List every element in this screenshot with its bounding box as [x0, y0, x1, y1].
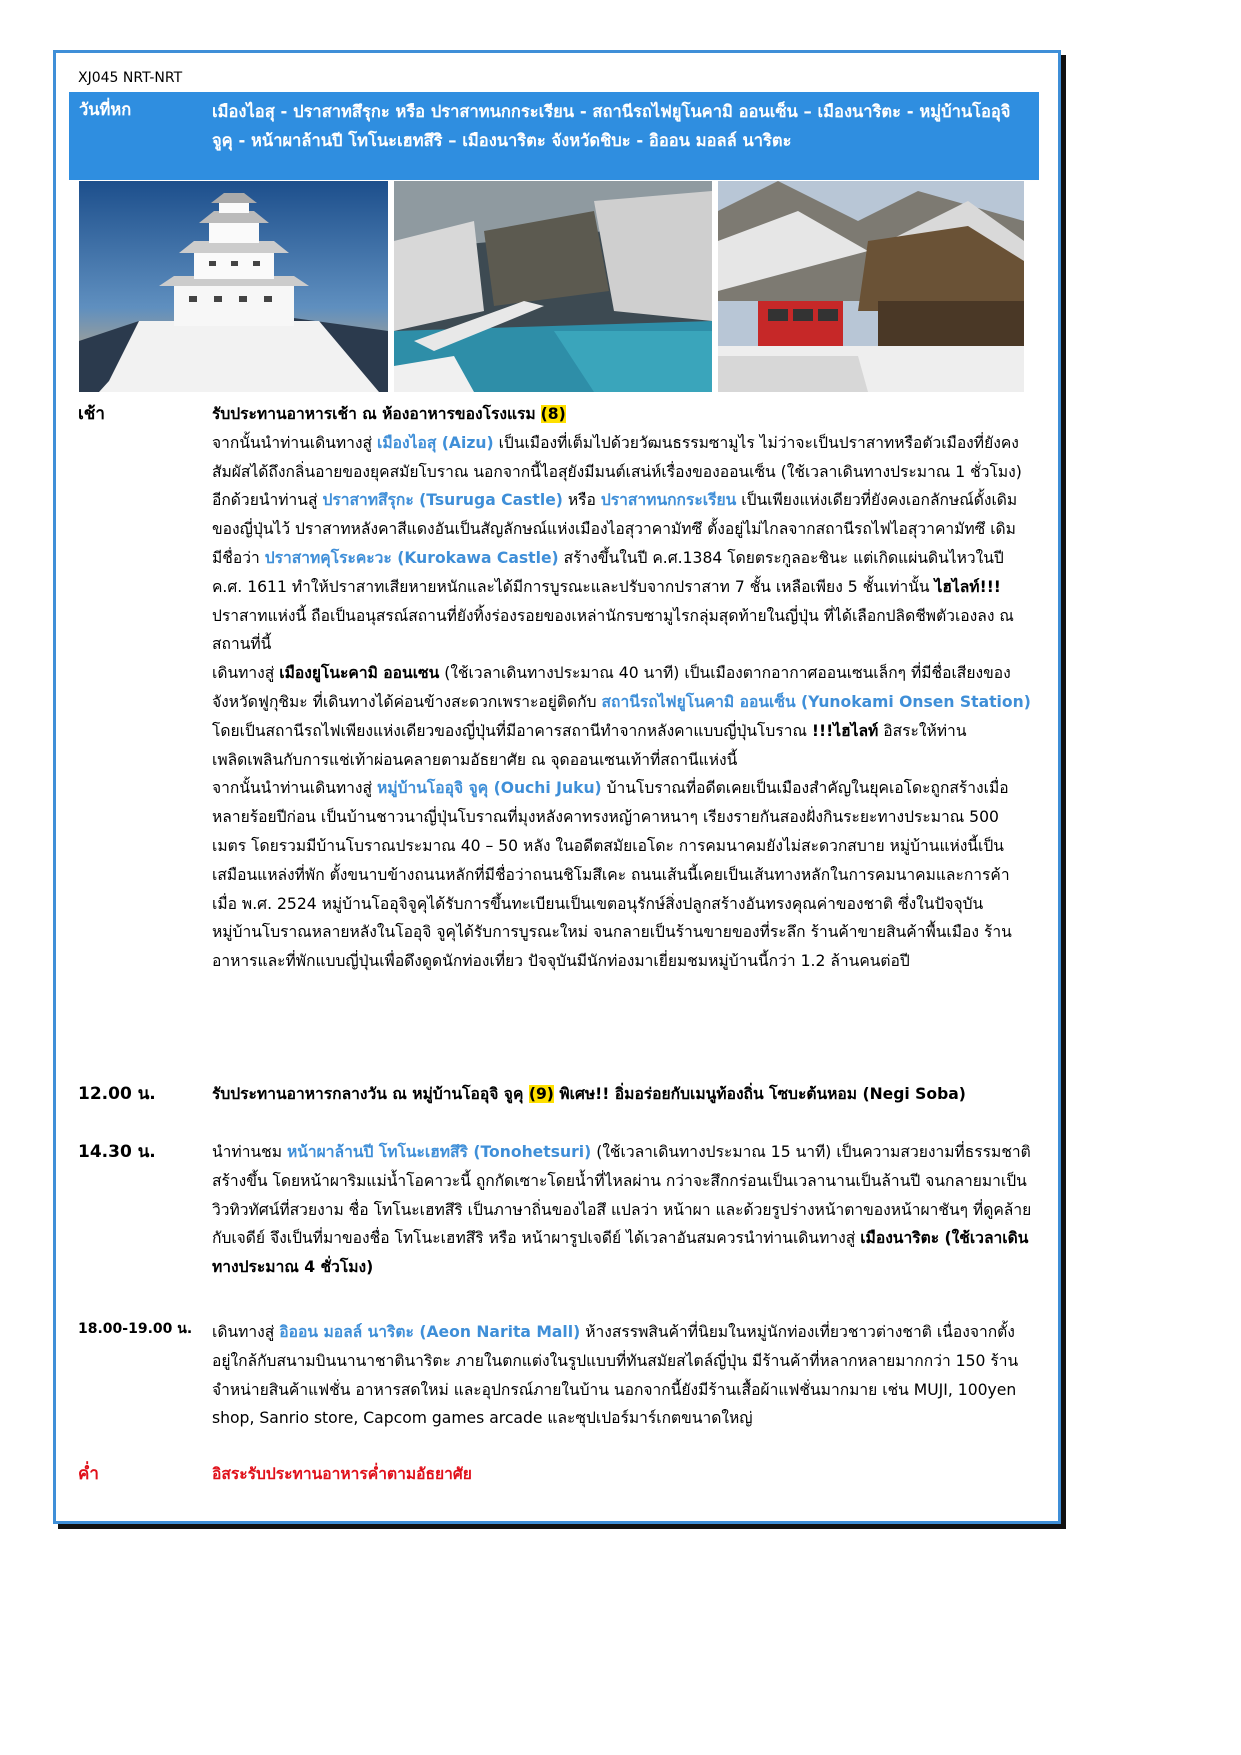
time-afternoon: 14.30 น.: [78, 1142, 156, 1162]
yunokami-onsen-station-photo: [718, 181, 1024, 392]
breakfast-text: รับประทานอาหารเช้า ณ ห้องอาหารของโรงแรม: [212, 405, 536, 423]
aizu-link: เมืองไอสุ (Aizu): [377, 433, 494, 452]
afternoon-body: [212, 1138, 1032, 1282]
tsuruga-castle-photo: [79, 181, 388, 392]
crane-castle-name: ปราสาทนกกระเรียน: [600, 491, 737, 510]
day-title: เมืองไอสุ - ปราสาทสึรุกะ หรือ ปราสาทนกกระเรียน - สถานีรถไฟยูโนคามิ ออนเซ็น – เมืองนาริตะ - หมู่บ้านโออุจิ จูคุ - หน้าผาล้านปี โทโนะเฮทสึริ – เมืองนาริตะ จังหวัดชิบะ - อิออน มอลล์ นาริตะ: [212, 102, 1011, 150]
ouchi-juku-name: หมู่บ้านโออุจิ จูคุ (Ouchi Juku): [377, 779, 602, 798]
time-dinner: ค่ำ: [78, 1464, 99, 1484]
text-segment: จากนั้นนำท่านเดินทางสู่: [212, 433, 373, 452]
morning-body: [212, 400, 1032, 976]
text-segment: เป็นเพียงแห่งเดียวที่ยังคงเอกลักษณ์ดั้งเดิมของญี่ปุ่นไว้ ปราสาทหลังคาสีแดงอันเป็นสัญลักษณ์แห่งเมืองไอสุวาคามัทซึ ตั้งอยู่ไม่ไกลจากสถานีรถไฟไอสุวาคามัทซึ เดิมมีชื่อว่า: [212, 491, 1018, 567]
narita-destination: เมืองนาริตะ (ใช้เวลาเดินทางประมาณ 4 ชั่วโมง): [212, 1229, 1029, 1277]
text-segment: นำท่านชม: [212, 1143, 282, 1161]
text-segment: ปราสาทแห่งนี้ ถือเป็นอนุสรณ์สถานที่ยังทิ้งร่องรอยของเหล่านักรบซามูไรกลุ่มสุดท้ายในญี่ปุ่น ที่ได้เลือกปลิดชีพตัวเองลง ณ สถานที่นี้: [212, 606, 1014, 654]
time-evening: 18.00-19.00 น.: [78, 1321, 193, 1337]
lunch-text: รับประทานอาหารกลางวัน ณ หมู่บ้านโออุจิ จูคุ: [212, 1085, 524, 1103]
yunokami-station-name: สถานีรถไฟยูโนคามิ ออนเซ็น (Yunokami Onsen Station): [601, 692, 1031, 711]
time-noon: 12.00 น.: [78, 1084, 156, 1104]
meal-number-9: (9): [528, 1085, 554, 1103]
highlight-label: !!!ไฮไลท์: [811, 721, 879, 740]
text-segment: อิสระให้ท่านเพลิดเพลินกับการแช่เท้าผ่อนคลายตามอัธยาศัย ณ จุดออนเซนเท้าที่สถานีแห่งนี้: [212, 721, 967, 769]
tsuruga-castle-name: ปราสาทสึรุกะ (Tsuruga Castle): [322, 491, 563, 510]
tonohetsuri-name: หน้าผาล้านปี โทโนะเฮทสึริ (Tonohetsuri): [286, 1143, 592, 1161]
text-segment: บ้านโบราณที่อดีตเคยเป็นเมืองสำคัญในยุคเอโดะถูกสร้างเมื่อหลายร้อยปีก่อน เป็นบ้านชาวนาญี่ปุ่นโบราณที่มุงหลังคาทรงหญ้าคาหนาๆ เรียงรายกันสองฝั่งกินระยะทางประมาณ 500 เมตร โดยรวมมีบ้านโบราณประมาณ 40 – 50 หลัง ในอดีตสมัยเอโดะ การคมนาคมยังไม่สะดวกสบาย หมู่บ้านแห่งนี้เป็นเสมือนแหล่งที่พัก ตั้งขนาบข้างถนนหลักที่มีชื่อว่าถนนชิโมสึเคะ ถนนเส้นนี้เคยเป็นเส้นทางหลักในการคมนาคมและการค้า เมื่อ พ.ศ. 2524 หมู่บ้านโออุจิจูคุได้รับการขึ้นทะเบียนเป็นเขตอนุรักษ์สิ่งปลูกสร้างอันทรงคุณค่าของชาติ ซึ่งในปัจจุบันหมู่บ้านโบราณหลายหลังในโออุจิ จูคุได้รับการบูรณะใหม่ จนกลายเป็นร้านขายของที่ระลึก ร้านค้าขายสินค้าพื้นเมือง ร้านอาหารและที่พักแบบญี่ปุ่นเพื่อดึงดูดนักท่องเที่ยว ปัจจุบันมีนักท่องมาเยี่ยมชมหมู่บ้านนี้กว่า 1.2 ล้านคนต่อปี: [212, 779, 1012, 971]
text-segment: เดินทางสู่: [212, 1323, 275, 1341]
dinner-text: อิสระรับประทานอาหารค่ำตามอัธยาศัย: [212, 1465, 472, 1483]
highlight-label: ไฮไลท์!!!: [934, 577, 1001, 596]
kurokawa-castle-name: ปราสาทคุโระคะวะ (Kurokawa Castle): [264, 548, 559, 567]
text-segment: ห้างสรรพสินค้าที่นิยมในหมู่นักท่องเที่ยวชาวต่างชาติ เนื่องจากตั้งอยู่ใกล้กับสนามบินนานาชาตินาริตะ ภายในตกแต่งในรูปแบบที่ทันสมัยสไตล์ญี่ปุ่น มีร้านค้าที่หลากหลายมากกว่า 150 ร้านจำหน่ายสินค้าแฟชั่น อาหารสดใหม่ และอุปกรณ์ภายในบ้าน นอกจากนี้ยังมีร้านเสื้อผ้าแฟชั่นมากมาย เช่น MUJI, 100yen shop, Sanrio store, Capcom games arcade และซุปเปอร์มาร์เกตขนาดใหญ่: [212, 1323, 1019, 1428]
day-header: [69, 92, 1039, 180]
aeon-mall-name: อิออน มอลล์ นาริตะ (Aeon Narita Mall): [279, 1323, 581, 1341]
yunokami-town-name: เมืองยูโนะคามิ ออนเซน: [279, 664, 440, 683]
text-segment: เป็นเมืองที่เต็มไปด้วยวัฒนธรรมซามูไร ไม่ว่าจะเป็นปราสาทหรือตัวเมืองที่ยังคงสัมผัสได้ถึงกลิ่นอายของยุคสมัยโบราณ นอกจากนี้ไอสุยังมีมนต์เสน่ห์เรื่องของออนเซ็น (ใช้เวลาเดินทางประมาณ 1 ชั่วโมง) อีกด้วยนำท่านสู่: [212, 433, 1022, 510]
day-label: วันที่หก: [79, 100, 132, 119]
noon-body: [212, 1080, 1032, 1109]
text-segment: หรือ: [567, 491, 596, 510]
text-segment: (ใช้เวลาเดินทางประมาณ 40 นาที) เป็นเมืองตากอากาศออนเซนเล็กๆ ที่มีชื่อเสียงของจังหวัดฟูกุชิมะ ที่เดินทางได้ค่อนข้างสะดวกเพราะอยู่ติดกับ: [212, 664, 1011, 711]
text-segment: จากนั้นนำท่านเดินทางสู่: [212, 779, 373, 798]
lunch-special: พิเศษ!! อิ่มอร่อยกับเมนูท้องถิ่น โซบะต้นหอม (Negi Soba): [559, 1085, 966, 1103]
evening-body: [212, 1318, 1032, 1433]
text-segment: เดินทางสู่: [212, 664, 275, 683]
tour-code: XJ045 NRT-NRT: [78, 70, 183, 86]
tonohetsuri-cliff-photo: [394, 181, 712, 392]
text-segment: (ใช้เวลาเดินทางประมาณ 15 นาที) เป็นความสวยงามที่ธรรมชาติสร้างขึ้น โดยหน้าผาริมแม่น้ำโอคาวะนี้ ถูกกัดเซาะโดยน้ำที่ไหลผ่าน กว่าจะสึกกร่อนเป็นเวลานานเป็นล้านปี จนกลายมาเป็นวิวทิวทัศน์ที่สวยงาม ชื่อ โทโนะเฮทสึริ เป็นภาษาถิ่นของไอสึ แปลว่า หน้าผา และด้วยรูปร่างหน้าตาของหน้าผาชันๆ ที่ดูคล้ายกับเจดีย์ จึงเป็นที่มาของชื่อ โทโนะเฮทสึริ หรือ หน้าผารูปเจดีย์ ได้เวลาอันสมควรนำท่านเดินทางสู่: [212, 1143, 1032, 1248]
time-morning: เช้า: [78, 404, 105, 424]
text-segment: โดยเป็นสถานีรถไฟเพียงแห่งเดียวของญี่ปุ่นที่มีอาคารสถานีทำจากหลังคาแบบญี่ปุ่นโบราณ: [212, 721, 807, 740]
text-segment: สร้างขึ้นในปี ค.ศ.1384 โดยตระกูลอะชินะ แต่เกิดแผ่นดินไหวในปี ค.ศ. 1611 ทำให้ปราสาทเสียหายหนักและได้มีการบูรณะและปรับจากปราสาท 7 ชั้น เหลือเพียง 5 ชั้นเท่านั้น: [212, 548, 1004, 596]
meal-number-8: (8): [540, 405, 566, 423]
